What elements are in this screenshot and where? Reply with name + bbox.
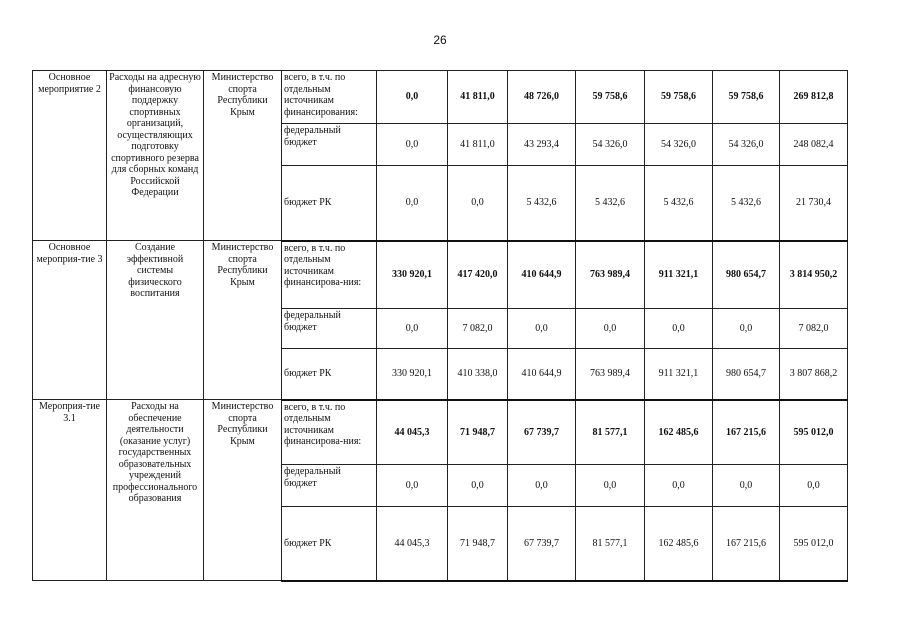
value-cell: 595 012,0 bbox=[780, 400, 848, 465]
source-cell: федеральный бюджет bbox=[282, 124, 377, 166]
table-row bbox=[33, 241, 848, 309]
value-cell: 43 293,4 bbox=[508, 124, 576, 166]
description-cell: Расходы на обеспечение деятельности (оказание услуг) государственных образовательных учреждений профессионального образования bbox=[107, 400, 204, 581]
event-cell: Основное мероприя-тие 3 bbox=[33, 241, 107, 400]
value-cell: 0,0 bbox=[377, 309, 448, 349]
value-cell: 81 577,1 bbox=[576, 507, 645, 581]
value-cell: 0,0 bbox=[576, 309, 645, 349]
value-cell: 71 948,7 bbox=[448, 400, 508, 465]
value-cell: 167 215,6 bbox=[713, 400, 780, 465]
value-cell: 980 654,7 bbox=[713, 349, 780, 400]
value-cell: 0,0 bbox=[508, 465, 576, 507]
description-cell: Создание эффективной системы физического воспитания bbox=[107, 241, 204, 400]
source-cell: бюджет РК bbox=[282, 166, 377, 241]
source-cell: всего, в т.ч. по отдельным источникам финансирова-ния: bbox=[282, 241, 377, 309]
value-cell: 0,0 bbox=[448, 166, 508, 241]
value-cell: 0,0 bbox=[377, 124, 448, 166]
value-cell: 410 338,0 bbox=[448, 349, 508, 400]
value-cell: 330 920,1 bbox=[377, 241, 448, 309]
value-cell: 71 948,7 bbox=[448, 507, 508, 581]
value-cell: 0,0 bbox=[448, 465, 508, 507]
value-cell: 44 045,3 bbox=[377, 400, 448, 465]
value-cell: 763 989,4 bbox=[576, 241, 645, 309]
value-cell: 980 654,7 bbox=[713, 241, 780, 309]
budget-table bbox=[32, 70, 848, 582]
value-cell: 763 989,4 bbox=[576, 349, 645, 400]
description-cell: Расходы на адресную финансовую поддержку спортивных организаций, осуществляющих подготовку спортивного резерва для сборных команд Российской Федерации bbox=[107, 71, 204, 241]
value-cell: 59 758,6 bbox=[576, 71, 645, 124]
value-cell: 7 082,0 bbox=[780, 309, 848, 349]
value-cell: 162 485,6 bbox=[645, 400, 713, 465]
value-cell: 410 644,9 bbox=[508, 241, 576, 309]
value-cell: 5 432,6 bbox=[576, 166, 645, 241]
value-cell: 5 432,6 bbox=[508, 166, 576, 241]
value-cell: 248 082,4 bbox=[780, 124, 848, 166]
value-cell: 417 420,0 bbox=[448, 241, 508, 309]
value-cell: 162 485,6 bbox=[645, 507, 713, 581]
event-cell: Основное мероприятие 2 bbox=[33, 71, 107, 241]
executor-cell: Министерство спорта Республики Крым bbox=[204, 241, 282, 400]
value-cell: 54 326,0 bbox=[713, 124, 780, 166]
value-cell: 911 321,1 bbox=[645, 349, 713, 400]
value-cell: 0,0 bbox=[713, 309, 780, 349]
value-cell: 21 730,4 bbox=[780, 166, 848, 241]
executor-cell: Министерство спорта Республики Крым bbox=[204, 400, 282, 581]
value-cell: 167 215,6 bbox=[713, 507, 780, 581]
value-cell: 48 726,0 bbox=[508, 71, 576, 124]
source-cell: всего, в т.ч. по отдельным источникам финансирова-ния: bbox=[282, 400, 377, 465]
value-cell: 41 811,0 bbox=[448, 71, 508, 124]
value-cell: 41 811,0 bbox=[448, 124, 508, 166]
table-row bbox=[33, 71, 848, 124]
value-cell: 0,0 bbox=[377, 465, 448, 507]
value-cell: 269 812,8 bbox=[780, 71, 848, 124]
source-cell: федеральный бюджет bbox=[282, 309, 377, 349]
value-cell: 54 326,0 bbox=[576, 124, 645, 166]
value-cell: 81 577,1 bbox=[576, 400, 645, 465]
value-cell: 410 644,9 bbox=[508, 349, 576, 400]
value-cell: 0,0 bbox=[576, 465, 645, 507]
source-cell: федеральный бюджет bbox=[282, 465, 377, 507]
value-cell: 595 012,0 bbox=[780, 507, 848, 581]
value-cell: 0,0 bbox=[713, 465, 780, 507]
table-row bbox=[33, 400, 848, 465]
value-cell: 5 432,6 bbox=[713, 166, 780, 241]
value-cell: 54 326,0 bbox=[645, 124, 713, 166]
value-cell: 0,0 bbox=[780, 465, 848, 507]
source-cell: бюджет РК bbox=[282, 507, 377, 581]
value-cell: 0,0 bbox=[377, 166, 448, 241]
budget-table-body bbox=[33, 71, 848, 581]
value-cell: 0,0 bbox=[645, 465, 713, 507]
value-cell: 67 739,7 bbox=[508, 507, 576, 581]
source-cell: бюджет РК bbox=[282, 349, 377, 400]
value-cell: 330 920,1 bbox=[377, 349, 448, 400]
value-cell: 0,0 bbox=[645, 309, 713, 349]
value-cell: 44 045,3 bbox=[377, 507, 448, 581]
value-cell: 7 082,0 bbox=[448, 309, 508, 349]
executor-cell: Министерство спорта Республики Крым bbox=[204, 71, 282, 241]
value-cell: 5 432,6 bbox=[645, 166, 713, 241]
value-cell: 911 321,1 bbox=[645, 241, 713, 309]
value-cell: 59 758,6 bbox=[713, 71, 780, 124]
value-cell: 3 814 950,2 bbox=[780, 241, 848, 309]
value-cell: 67 739,7 bbox=[508, 400, 576, 465]
value-cell: 3 807 868,2 bbox=[780, 349, 848, 400]
value-cell: 0,0 bbox=[508, 309, 576, 349]
event-cell: Мероприя-тие 3.1 bbox=[33, 400, 107, 581]
value-cell: 0,0 bbox=[377, 71, 448, 124]
value-cell: 59 758,6 bbox=[645, 71, 713, 124]
source-cell: всего, в т.ч. по отдельным источникам финансирования: bbox=[282, 71, 377, 124]
page-number: 26 bbox=[433, 33, 447, 47]
